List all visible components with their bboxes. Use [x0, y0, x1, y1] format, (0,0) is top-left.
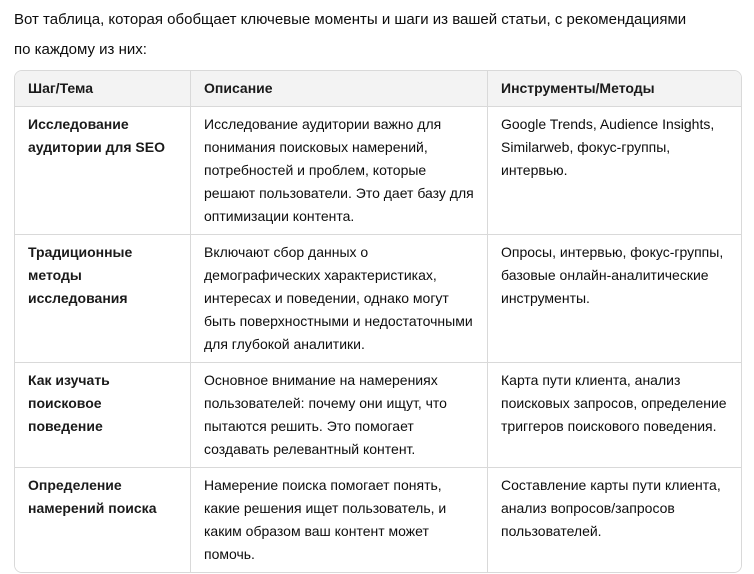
summary-table — [14, 70, 742, 573]
table-header-row — [15, 71, 741, 107]
cell-description: Намерение поиска помогает понять, какие решения ищет пользователь, и каким образом ваш контент может помочь. — [191, 468, 488, 572]
table-row — [15, 468, 741, 572]
cell-topic: Как изучать поисковое поведение — [15, 363, 191, 468]
table-row — [15, 107, 741, 235]
column-header-tools: Инструменты/Методы — [488, 71, 741, 107]
intro-line-1: Вот таблица, которая обобщает ключевые моменты и шаги из вашей статьи, с рекомендациями — [14, 11, 687, 28]
table-row — [15, 363, 741, 468]
column-header-topic: Шаг/Тема — [15, 71, 191, 107]
cell-topic: Исследование аудитории для SEO — [15, 107, 191, 235]
cell-topic: Определение намерений поиска — [15, 468, 191, 572]
column-header-description: Описание — [191, 71, 488, 107]
cell-topic: Традиционные методы исследования — [15, 235, 191, 363]
cell-tools: Опросы, интервью, фокус-группы, базовые онлайн-аналитические инструменты. — [488, 235, 741, 363]
cell-tools: Составление карты пути клиента, анализ вопросов/запросов пользователей. — [488, 468, 741, 572]
cell-tools: Карта пути клиента, анализ поисковых запросов, определение триггеров поискового поведения. — [488, 363, 741, 468]
cell-description: Включают сбор данных о демографических характеристиках, интересах и поведении, однако могут быть поверхностными и недостаточными для глубокой аналитики. — [191, 235, 488, 363]
intro-paragraph — [14, 5, 740, 65]
table-row — [15, 235, 741, 363]
cell-description: Основное внимание на намерениях пользователей: почему они ищут, что пытаются решить. Это помогает создавать релевантный контент. — [191, 363, 488, 468]
cell-tools: Google Trends, Audience Insights, Similarweb, фокус-группы, интервью. — [488, 107, 741, 235]
cell-description: Исследование аудитории важно для понимания поисковых намерений, потребностей и проблем, которые решают пользователи. Это дает базу для оптимизации контента. — [191, 107, 488, 235]
intro-line-2: по каждому из них: — [14, 41, 147, 58]
